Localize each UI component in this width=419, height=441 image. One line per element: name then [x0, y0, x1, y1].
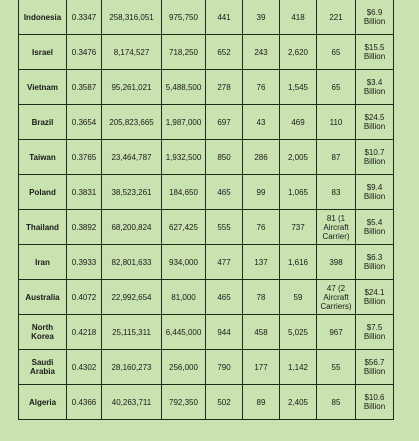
stat-cell: 2,405 — [280, 385, 317, 420]
stat-cell: 441 — [206, 0, 243, 35]
table-row — [19, 140, 394, 175]
score-cell: 0.3347 — [67, 0, 102, 35]
stat-cell: 65 — [317, 35, 356, 70]
stat-cell: 790 — [206, 350, 243, 385]
country-cell: Indonesia — [19, 0, 67, 35]
stat-cell: 502 — [206, 385, 243, 420]
stat-cell: 469 — [280, 105, 317, 140]
table-row — [19, 210, 394, 245]
military-stats-table — [18, 0, 394, 420]
score-cell: 0.3765 — [67, 140, 102, 175]
area-cell: 975,750 — [162, 0, 206, 35]
stat-cell: 243 — [243, 35, 280, 70]
budget-cell: $24.5 Billion — [356, 105, 394, 140]
table-row — [19, 245, 394, 280]
stat-cell: 55 — [317, 350, 356, 385]
table-row — [19, 350, 394, 385]
stat-cell: 81 (1 Aircraft Carrier) — [317, 210, 356, 245]
table-row — [19, 315, 394, 350]
population-cell: 205,823,665 — [102, 105, 162, 140]
stat-cell: 87 — [317, 140, 356, 175]
score-cell: 0.4218 — [67, 315, 102, 350]
area-cell: 6,445,000 — [162, 315, 206, 350]
stat-cell: 177 — [243, 350, 280, 385]
stat-cell: 89 — [243, 385, 280, 420]
population-cell: 28,160,273 — [102, 350, 162, 385]
country-cell: Algeria — [19, 385, 67, 420]
area-cell: 81,000 — [162, 280, 206, 315]
area-cell: 256,000 — [162, 350, 206, 385]
stat-cell: 398 — [317, 245, 356, 280]
country-cell: Iran — [19, 245, 67, 280]
budget-cell: $6.3 Billion — [356, 245, 394, 280]
area-cell: 934,000 — [162, 245, 206, 280]
stat-cell: 1,616 — [280, 245, 317, 280]
stat-cell: 465 — [206, 175, 243, 210]
score-cell: 0.4302 — [67, 350, 102, 385]
stat-cell: 286 — [243, 140, 280, 175]
population-cell: 8,174,527 — [102, 35, 162, 70]
stat-cell: 555 — [206, 210, 243, 245]
score-cell: 0.3892 — [67, 210, 102, 245]
stat-cell: 76 — [243, 210, 280, 245]
country-cell: Israel — [19, 35, 67, 70]
population-cell: 40,263,711 — [102, 385, 162, 420]
stat-cell: 65 — [317, 70, 356, 105]
score-cell: 0.3654 — [67, 105, 102, 140]
population-cell: 95,261,021 — [102, 70, 162, 105]
budget-cell: $10.7 Billion — [356, 140, 394, 175]
area-cell: 5,488,500 — [162, 70, 206, 105]
score-cell: 0.3933 — [67, 245, 102, 280]
stat-cell: 737 — [280, 210, 317, 245]
population-cell: 22,992,654 — [102, 280, 162, 315]
area-cell: 1,932,500 — [162, 140, 206, 175]
country-cell: Australia — [19, 280, 67, 315]
area-cell: 792,350 — [162, 385, 206, 420]
country-cell: Saudi Arabia — [19, 350, 67, 385]
stat-cell: 944 — [206, 315, 243, 350]
stat-cell: 967 — [317, 315, 356, 350]
population-cell: 258,316,051 — [102, 0, 162, 35]
stat-cell: 43 — [243, 105, 280, 140]
stat-cell: 418 — [280, 0, 317, 35]
score-cell: 0.4366 — [67, 385, 102, 420]
table-row — [19, 385, 394, 420]
table-row — [19, 0, 394, 35]
budget-cell: $10.6 Billion — [356, 385, 394, 420]
population-cell: 23,464,787 — [102, 140, 162, 175]
country-cell: North Korea — [19, 315, 67, 350]
population-cell: 68,200,824 — [102, 210, 162, 245]
area-cell: 718,250 — [162, 35, 206, 70]
stat-cell: 110 — [317, 105, 356, 140]
area-cell: 1,987,000 — [162, 105, 206, 140]
area-cell: 184,650 — [162, 175, 206, 210]
population-cell: 38,523,261 — [102, 175, 162, 210]
stat-cell: 47 (2 Aircraft Carriers) — [317, 280, 356, 315]
stat-cell: 76 — [243, 70, 280, 105]
stat-cell: 5,025 — [280, 315, 317, 350]
score-cell: 0.3476 — [67, 35, 102, 70]
score-cell: 0.4072 — [67, 280, 102, 315]
population-cell: 25,115,311 — [102, 315, 162, 350]
stat-cell: 99 — [243, 175, 280, 210]
stat-cell: 83 — [317, 175, 356, 210]
stat-cell: 1,065 — [280, 175, 317, 210]
table-row — [19, 35, 394, 70]
stat-cell: 39 — [243, 0, 280, 35]
budget-cell: $9.4 Billion — [356, 175, 394, 210]
table-row — [19, 105, 394, 140]
budget-cell: $15.5 Billion — [356, 35, 394, 70]
stat-cell: 59 — [280, 280, 317, 315]
stat-cell: 458 — [243, 315, 280, 350]
country-cell: Thailand — [19, 210, 67, 245]
stat-cell: 2,620 — [280, 35, 317, 70]
stat-cell: 85 — [317, 385, 356, 420]
stat-cell: 652 — [206, 35, 243, 70]
table-row — [19, 175, 394, 210]
stat-cell: 78 — [243, 280, 280, 315]
stat-cell: 465 — [206, 280, 243, 315]
stat-cell: 1,142 — [280, 350, 317, 385]
stat-cell: 2,005 — [280, 140, 317, 175]
budget-cell: $56.7 Billion — [356, 350, 394, 385]
population-cell: 82,801,633 — [102, 245, 162, 280]
country-cell: Poland — [19, 175, 67, 210]
budget-cell: $5.4 Billion — [356, 210, 394, 245]
stat-cell: 477 — [206, 245, 243, 280]
country-cell: Brazil — [19, 105, 67, 140]
country-cell: Vietnam — [19, 70, 67, 105]
table-row — [19, 70, 394, 105]
score-cell: 0.3831 — [67, 175, 102, 210]
country-cell: Taiwan — [19, 140, 67, 175]
budget-cell: $6.9 Billion — [356, 0, 394, 35]
stat-cell: 850 — [206, 140, 243, 175]
table-row — [19, 280, 394, 315]
stat-cell: 697 — [206, 105, 243, 140]
budget-cell: $7.5 Billion — [356, 315, 394, 350]
stat-cell: 278 — [206, 70, 243, 105]
budget-cell: $24.1 Billion — [356, 280, 394, 315]
stat-cell: 221 — [317, 0, 356, 35]
stat-cell: 1,545 — [280, 70, 317, 105]
score-cell: 0.3587 — [67, 70, 102, 105]
budget-cell: $3.4 Billion — [356, 70, 394, 105]
area-cell: 627,425 — [162, 210, 206, 245]
stat-cell: 137 — [243, 245, 280, 280]
